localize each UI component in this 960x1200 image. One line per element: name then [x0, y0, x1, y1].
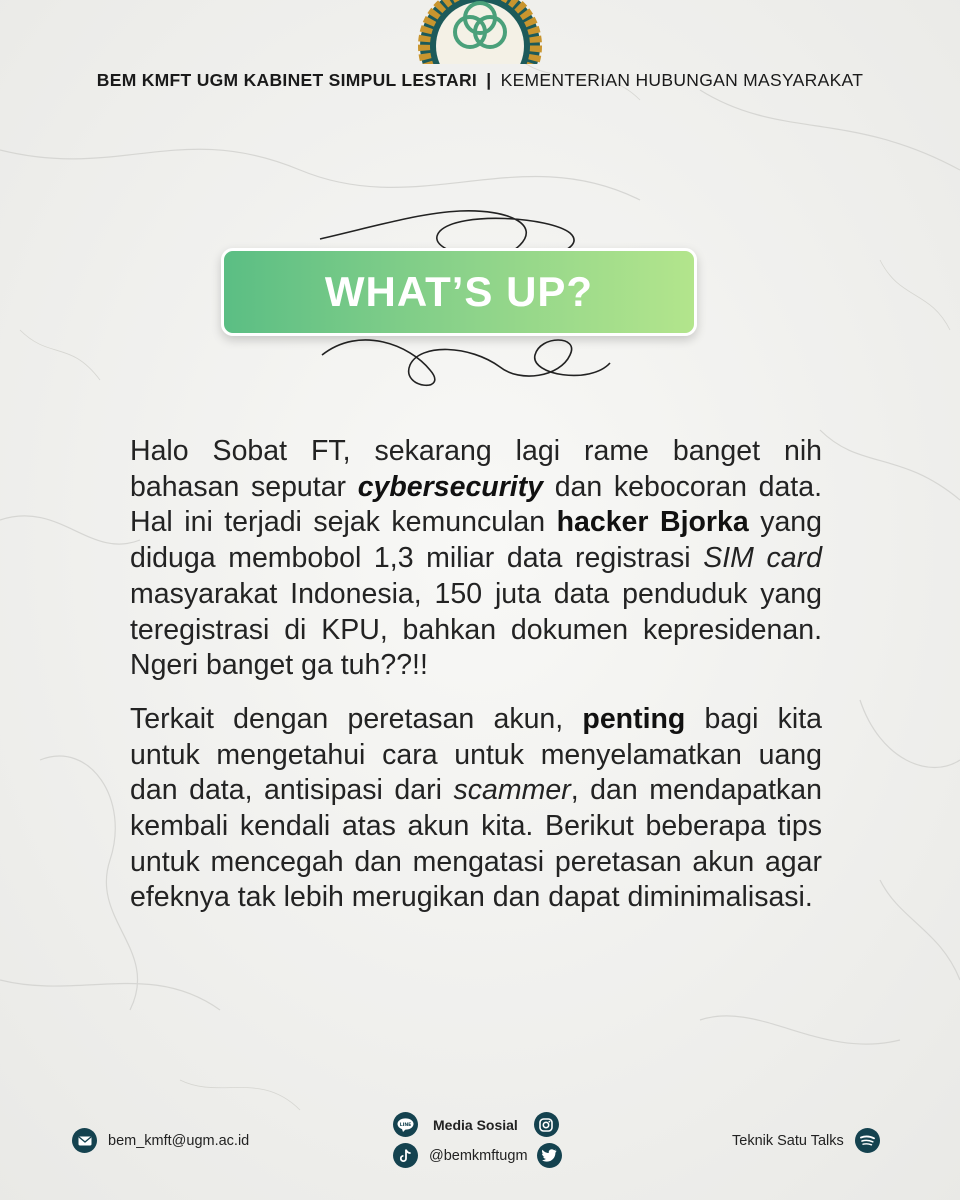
line-icon[interactable] [393, 1112, 418, 1137]
instagram-icon[interactable] [534, 1112, 559, 1137]
tiktok-icon[interactable] [393, 1143, 418, 1168]
paragraph-tips: Terkait dengan peretasan akun, penting bagi kita untuk mengetahui cara untuk menyelamatkan uang dan data, antisipasi dari scammer, dan mendapatkan kembali kendali atas akun kita. Berikut beberapa tips untuk mencegah dan mengatasi peretasan akun agar efeknya tak lebih merugikan dan dapat diminimalisasi. [130, 702, 822, 914]
twitter-icon[interactable] [537, 1143, 562, 1168]
emphasis-penting: penting [582, 702, 686, 735]
title-badge-text: WHAT’S UP? [324, 268, 594, 315]
emphasis-scammer: scammer [453, 774, 571, 807]
social-handle[interactable]: @bemkmftugm [429, 1147, 528, 1164]
footer-media-title-row [393, 1112, 559, 1137]
ministry-name: KEMENTERIAN HUBUNGAN MASYARAKAT [500, 70, 864, 90]
organization-name: BEM KMFT UGM KABINET SIMPUL LESTARI [96, 70, 478, 90]
podcast-name[interactable]: Teknik Satu Talks [732, 1132, 844, 1149]
emphasis-hacker-bjorka: hacker Bjorka [556, 506, 749, 539]
title-badge [221, 248, 697, 336]
footer-email[interactable] [72, 1128, 249, 1153]
header-title-line [0, 70, 960, 91]
paragraph-intro: Halo Sobat FT, sekarang lagi rame banget nih bahasan seputar cybersecurity dan kebocoran data. Hal ini terjadi sejak kemunculan hacker Bjorka yang diduga membobol 1,3 miliar data registrasi SIM card masyarakat Indonesia, 150 juta data penduduk yang teregistrasi di KPU, bahkan dokumen kepresidenan. Ngeri banget ga tuh??!! [130, 435, 822, 682]
mail-icon [72, 1128, 97, 1153]
line-icon-label: LINE [399, 1122, 412, 1128]
spotify-icon[interactable] [855, 1128, 880, 1153]
footer-podcast[interactable] [732, 1128, 880, 1153]
email-address[interactable]: bem_kmft@ugm.ac.id [108, 1132, 250, 1149]
footer-media-handle-row [393, 1143, 562, 1168]
emphasis-sim-card: SIM card [703, 542, 822, 575]
organization-logo [414, 0, 546, 64]
header-separator: | [486, 70, 492, 90]
emphasis-cybersecurity: cybersecurity [357, 470, 544, 503]
media-social-title: Media Sosial [433, 1116, 518, 1133]
article-body [130, 434, 822, 934]
